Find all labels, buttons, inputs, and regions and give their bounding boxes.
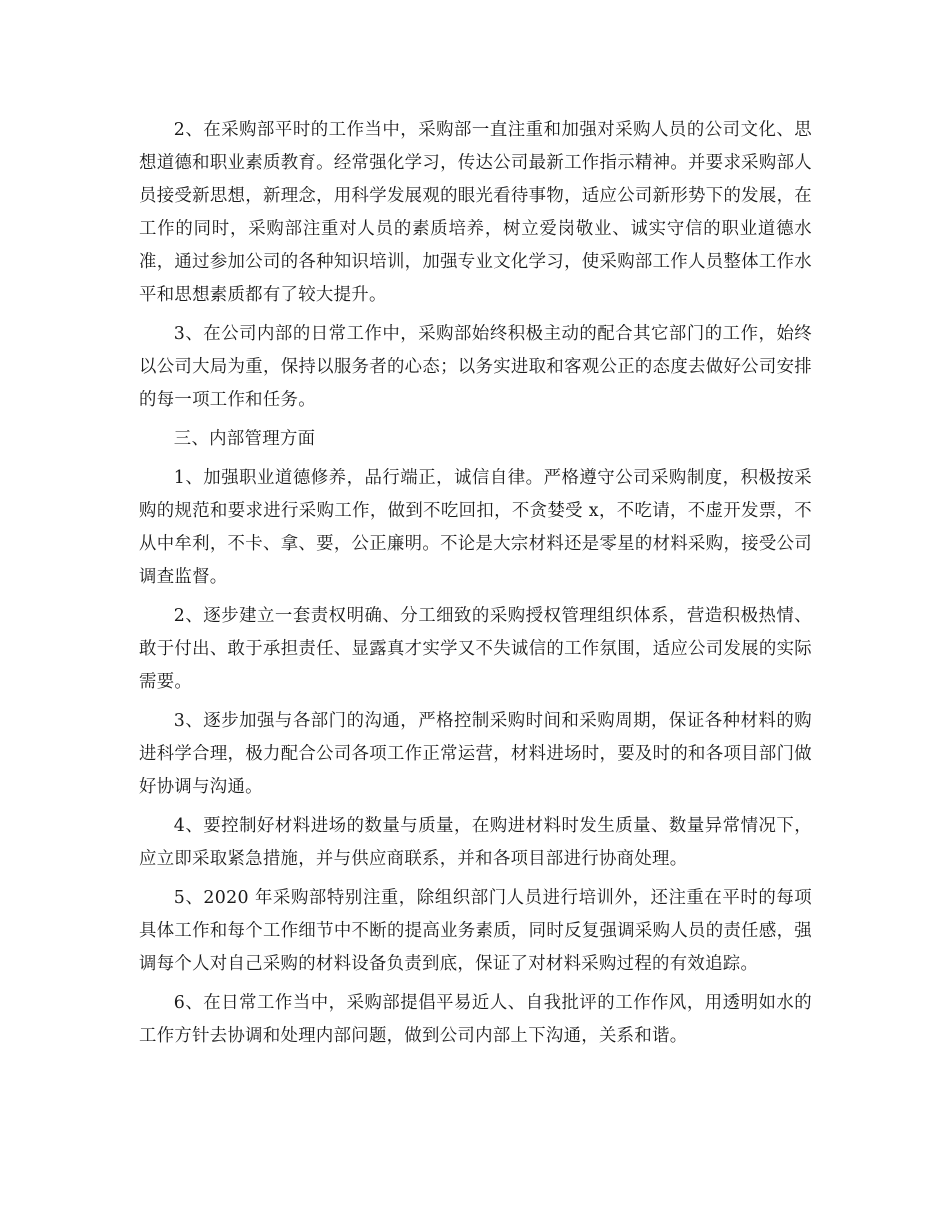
paragraph-item-2-authorization-system: 2、逐步建立一套责权明确、分工细致的采购授权管理组织体系，营造积极热情、敢于付出、敢于承担责任、显露真才实学又不失诚信的工作氛围，适应公司发展的实际需要。	[139, 606, 812, 692]
paragraph-item-6-work-style: 6、在日常工作当中，采购部提倡平易近人、自我批评的工作作风，用透明如水的工作方针去协调和处理内部问题，做到公司内部上下沟通，关系和谐。	[139, 993, 812, 1046]
paragraph-item-5-training: 5、2020 年采购部特别注重，除组织部门人员进行培训外，还注重在平时的每项具体工作和每个工作细节中不断的提高业务素质，同时反复强调采购人员的责任感，强调每个人对自己采购的材料设备负责到底，保证了对材料采购过程的有效追踪。	[139, 888, 812, 974]
paragraph-item-2-culture-education: 2、在采购部平时的工作当中，采购部一直注重和加强对采购人员的公司文化、思想道德和职业素质教育。经常强化学习，传达公司最新工作指示精神。并要求采购部人员接受新思想，新理念，用科学发展观的眼光看待事物，适应公司新形势下的发展，在工作的同时，采购部注重对人员的素质培养，树立爱岗敬业、诚实守信的职业道德水准，通过参加公司的各种知识培训，加强专业文化学习，使采购部工作人员整体工作水平和思想素质都有了较大提升。	[139, 120, 812, 305]
paragraph-item-4-quality-control: 4、要控制好材料进场的数量与质量，在购进材料时发生质量、数量异常情况下，应立即采取紧急措施，并与供应商联系，并和各项目部进行协商处理。	[139, 816, 812, 869]
paragraph-item-1-ethics: 1、加强职业道德修养，品行端正，诚信自律。严格遵守公司采购制度，积极按采购的规范和要求进行采购工作，做到不吃回扣，不贪婪受 x，不吃请，不虚开发票，不从中牟利，不卡、拿、要，公正廉明。不论是大宗材料还是零星的材料采购，接受公司调查监督。	[139, 468, 812, 587]
document-body	[139, 114, 812, 1059]
section-heading-internal-management: 三、内部管理方面	[173, 429, 316, 449]
paragraph-item-3-communication: 3、逐步加强与各部门的沟通，严格控制采购时间和采购周期，保证各种材料的购进科学合理，极力配合公司各项工作正常运营，材料进场时，要及时的和各项目部门做好协调与沟通。	[139, 711, 812, 797]
paragraph-item-3-cooperation: 3、在公司内部的日常工作中，采购部始终积极主动的配合其它部门的工作，始终以公司大局为重，保持以服务者的心态；以务实进取和客观公正的态度去做好公司安排的每一项工作和任务。	[139, 324, 812, 410]
